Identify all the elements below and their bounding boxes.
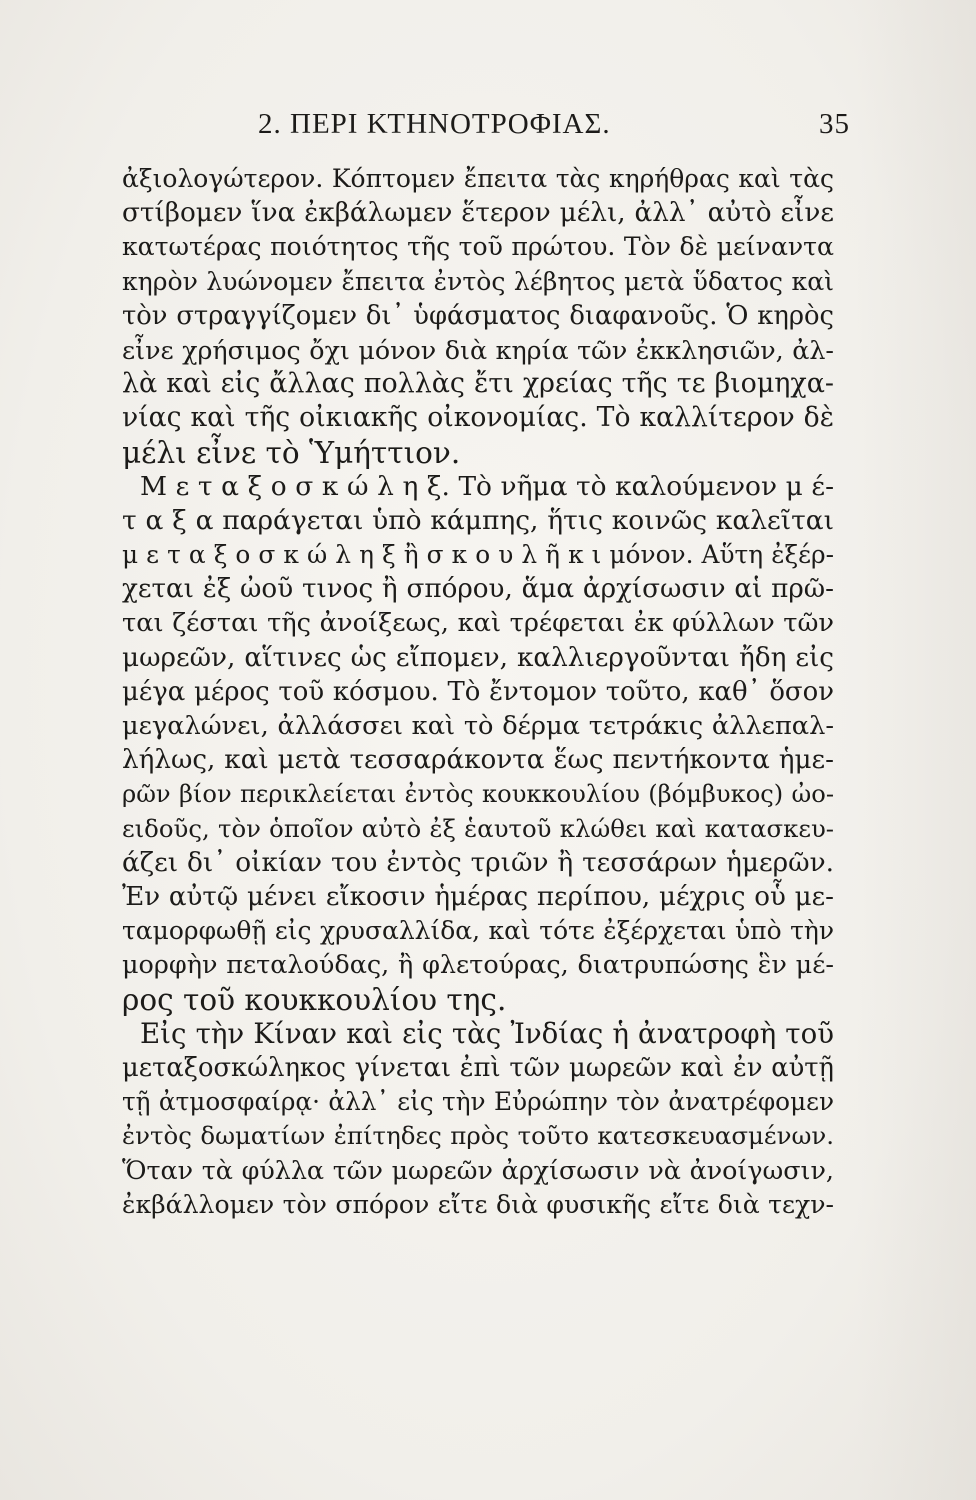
text-line: ἀξιολογώτερον. Κόπτομεν ἔπειτα τὰς κηρήθρας καὶ τὰς [122, 164, 834, 193]
text-line: νίας καὶ τῆς οἰκιακῆς οἰκονομίας. Τὸ καλλίτερον δὲ [122, 402, 834, 434]
text-line: χεται ἐξ ὠοῦ τινος ἢ σπόρου, ἅμα ἀρχίσωσιν αἱ πρῶ- [122, 574, 834, 605]
text-line: άζει δι᾽ οἰκίαν του ἐντὸς τριῶν ἢ τεσσάρων ἡμερῶν. [122, 847, 834, 878]
text-line: στίβομεν ἵνα ἐκβάλωμεν ἕτερον μέλι, ἀλλ᾽ αὐτὸ εἶνε [122, 198, 834, 229]
text-line: Εἰς τὴν Κίναν καὶ εἰς τὰς Ἰνδίας ἡ ἀνατροφὴ τοῦ [140, 1016, 834, 1050]
text-line: μορφὴν πεταλούδας, ἢ φλετούρας, διατρυπώσης ἓν μέ- [122, 950, 834, 981]
text-line: ταμορφωθῇ εἰς χρυσαλλίδα, καὶ τότε ἐξέρχεται ὑπὸ τὴν [122, 916, 834, 946]
text-line: λὰ καὶ εἰς ἄλλας πολλὰς ἔτι χρείας τῆς τε βιομηχα- [122, 368, 834, 400]
text-line: κηρὸν λυώνομεν ἔπειτα ἐντὸς λέβητος μετὰ ὕδατος καὶ [122, 266, 834, 296]
text-line: εἶνε χρήσιμος ὄχι μόνον διὰ κηρία τῶν ἐκκλησιῶν, ἀλ- [122, 334, 834, 365]
text-line: ρος τοῦ κουκκουλίου της. [122, 982, 507, 1017]
text-line: Ἐν αὐτῷ μένει εἴκοσιν ἡμέρας περίπου, μέχρις οὗ με- [122, 881, 834, 912]
page-edge-shading [856, 0, 976, 1500]
text-line: μέλι εἶνε τὸ Ὑμήττιον. [122, 435, 461, 470]
page-number: 35 [819, 108, 850, 140]
text-line: ειδοῦς, τὸν ὁποῖον αὐτὸ ἐξ ἑαυτοῦ κλώθει καὶ κατασκευ- [122, 813, 834, 843]
text-line: κατωτέρας ποιότητος τῆς τοῦ πρώτου. Τὸν δὲ μείναντα [122, 232, 834, 262]
text-line: τὸν στραγγίζομεν δι᾽ ὑφάσματος διαφανοῦς. Ὁ κηρὸς [122, 300, 834, 331]
text-line: μωρεῶν, αἵτινες ὡς εἴπομεν, καλλιεργοῦνται ἤδη εἰς [122, 642, 834, 673]
text-line: τ α ξ α παράγεται ὑπὸ κάμπης, ἥτις κοινῶς καλεῖται [122, 504, 834, 536]
text-line: Ὅταν τὰ φύλλα τῶν μωρεῶν ἀρχίσωσιν νὰ ἀνοίγωσιν, [122, 1155, 834, 1186]
running-header [258, 108, 850, 148]
chapter-title: 2. ΠΕΡΙ ΚΤΗΝΟΤΡΟΦΙΑΣ. [258, 108, 611, 140]
text-line: Μ ε τ α ξ ο σ κ ώ λ η ξ. Τὸ νῆμα τὸ καλούμενον μ έ- [140, 470, 834, 502]
text-line: μεγαλώνει, ἀλλάσσει καὶ τὸ δέρμα τετράκις ἀλλεπαλ- [122, 711, 834, 741]
text-line: ἐντὸς δωματίων ἐπίτηδες πρὸς τοῦτο κατεσκευασμένων. [122, 1121, 834, 1151]
text-line: μ ε τ α ξ ο σ κ ώ λ η ξ ἢ σ κ ο υ λ ῆ κ ι μόνον. Αὕτη ἐξέρ- [122, 540, 834, 570]
text-line: ται ζέσται τῆς ἀνοίξεως, καὶ τρέφεται ἐκ φύλλων τῶν [122, 608, 834, 639]
text-line: μεταξοσκώληκος γίνεται ἐπὶ τῶν μωρεῶν καὶ ἐν αὐτῇ [122, 1052, 834, 1083]
text-line: τῇ ἀτμοσφαίρᾳ· ἀλλ᾽ εἰς τὴν Εὐρώπην τὸν ἀνατρέφομεν [122, 1087, 834, 1117]
text-line: ρῶν βίον περικλείεται ἐντὸς κουκκουλίου (βόμβυκος) ὠο- [122, 780, 834, 809]
body-text [122, 162, 834, 1222]
text-line: μέγα μέρος τοῦ κόσμου. Τὸ ἔντομον τοῦτο, καθ᾽ ὅσον [122, 676, 834, 707]
text-line: ἐκβάλλομεν τὸν σπόρον εἴτε διὰ φυσικῆς εἴτε διὰ τεχν- [122, 1189, 834, 1219]
text-line: λήλως, καὶ μετὰ τεσσαράκοντα ἕως πεντήκοντα ἡμε- [122, 745, 834, 776]
